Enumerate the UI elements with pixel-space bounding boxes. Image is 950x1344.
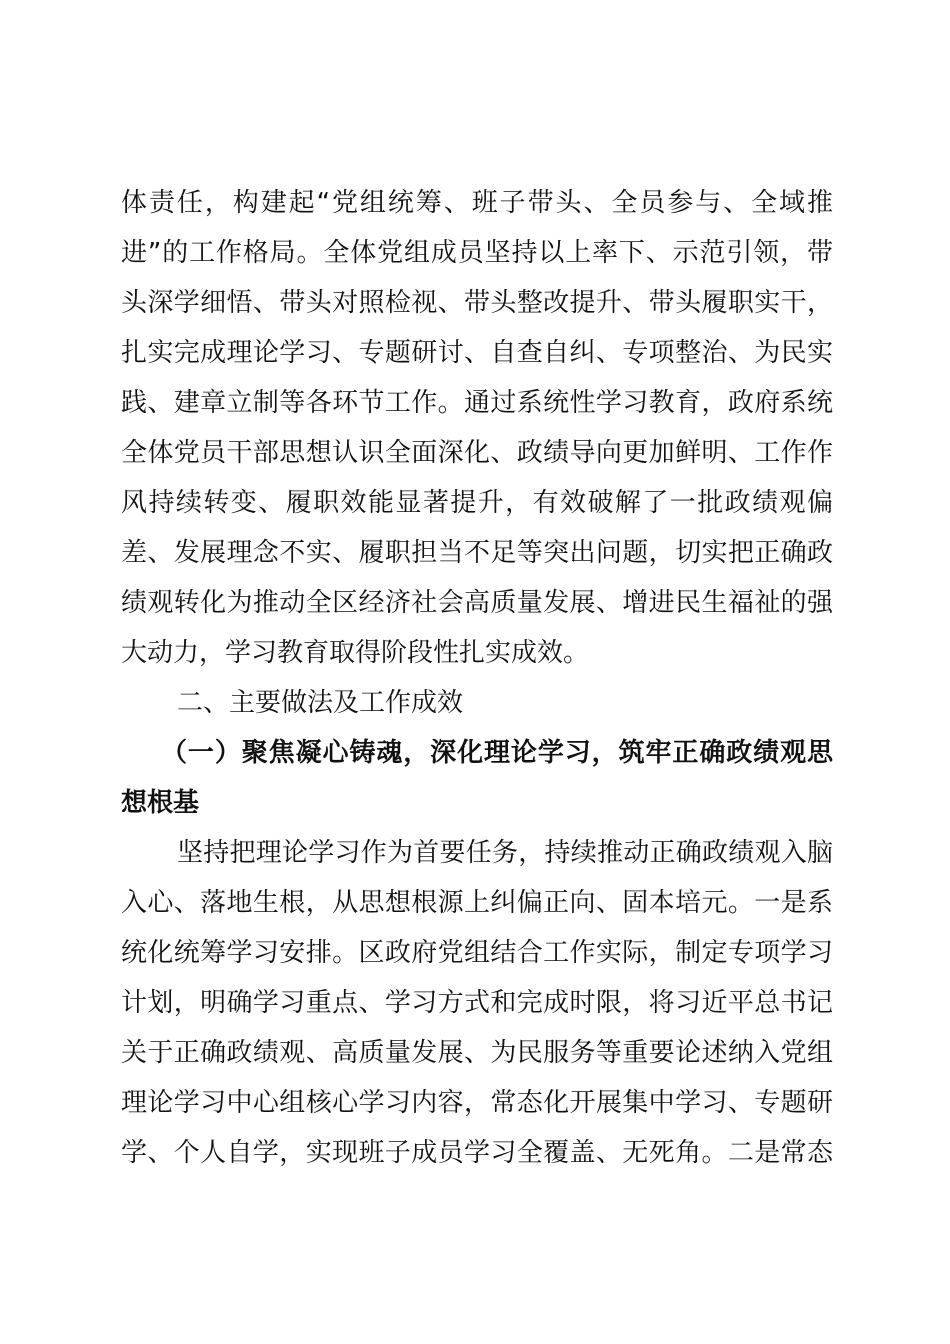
text-line: 绩观转化为推动全区经济社会高质量发展、增进民生福祉的强 [121,588,833,618]
text-line: 入心、落地生根，从思想根源上纠偏正向、固本培元。一是系 [121,888,833,918]
text-line: 践、建章立制等各环节工作。通过系统性学习教育，政府系统 [121,388,833,418]
paragraph-continued [121,178,833,678]
text-line: 风持续转变、履职效能显著提升，有效破解了一批政绩观偏 [121,488,833,518]
document-body [121,178,833,1178]
text-line: 扎实完成理论学习、专题研讨、自查自纠、专项整治、为民实 [121,338,833,368]
text-line: 全体党员干部思想认识全面深化、政绩导向更加鲜明、工作作 [121,438,833,468]
text-line: 差、发展理念不实、履职担当不足等突出问题，切实把正确政 [121,538,833,568]
subheading [121,728,833,828]
text-line: 坚持把理论学习作为首要任务，持续推动正确政绩观入脑 [177,838,833,868]
text-line: 计划，明确学习重点、学习方式和完成时限，将习近平总书记 [121,988,833,1018]
text-line: 大动力，学习教育取得阶段性扎实成效。 [121,638,590,668]
section-heading: 二、主要做法及工作成效 [177,688,464,718]
text-line: 理论学习中心组核心学习内容，常态化开展集中学习、专题研 [121,1088,833,1118]
text-line: 体责任，构建起“党组统筹、班子带头、全员参与、全域推 [121,188,833,218]
text-line: 头深学细悟、带头对照检视、带头整改提升、带头履职实干， [121,288,833,318]
subheading-line: （一）聚焦凝心铸魂，深化理论学习，筑牢正确政绩观思 [161,738,833,768]
text-line: 统化统筹学习安排。区政府党组结合工作实际，制定专项学习 [121,938,833,968]
text-line: 学、个人自学，实现班子成员学习全覆盖、无死角。二是常态 [121,1138,833,1168]
text-line: 进”的工作格局。全体党组成员坚持以上率下、示范引领，带 [121,238,833,268]
text-line: 关于正确政绩观、高质量发展、为民服务等重要论述纳入党组 [121,1038,833,1068]
subheading-line: 想根基 [121,788,200,818]
paragraph-body [121,828,833,1178]
